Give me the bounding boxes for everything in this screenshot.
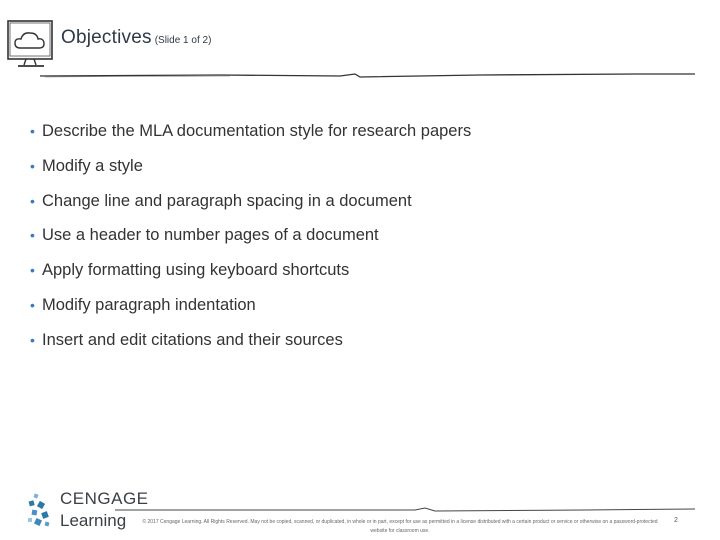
list-item [30,296,471,331]
list-item [30,331,471,366]
bullet-dot-icon: • [30,227,35,244]
logo-wordmark-bottom: Learning [60,511,127,530]
objectives-list [30,122,471,366]
cloud-monitor-icon [6,18,56,70]
list-item-text: Use a header to number pages of a document [42,226,379,245]
bullet-dot-icon: • [30,296,35,313]
bullet-dot-icon: • [30,157,35,174]
title-divider [40,68,695,82]
slide-title: Objectives [61,27,152,48]
slide-subtitle: (Slide 1 of 2) [154,35,212,46]
copyright-notice: © 2017 Cengage Learning. All Rights Reserved. May not be copied, scanned, or duplicated, in whole or in part, except for use as permitted in a license distributed with a certain product or service or otherwise on a password-protected website for classroom use. [142,519,658,534]
list-item-text: Insert and edit citations and their sources [42,330,343,349]
list-item-text: Apply formatting using keyboard shortcuts [42,261,350,280]
list-item-text: Change line and paragraph spacing in a document [42,191,412,210]
bullet-dot-icon: • [30,262,35,279]
list-item-text: Modify paragraph indentation [42,295,256,314]
list-item [30,157,471,192]
list-item-text: Modify a style [42,156,143,175]
list-item [30,192,471,227]
list-item [30,226,471,261]
bullet-dot-icon: • [30,331,35,348]
logo-wordmark-top: CENGAGE [60,489,149,508]
list-item [30,261,471,296]
bullet-dot-icon: • [30,123,35,139]
bullet-dot-icon: • [30,192,35,209]
slide-header [61,27,211,49]
page-number: 2 [674,517,678,524]
list-item [30,122,471,157]
footer-divider [115,506,695,514]
list-item-text: Describe the MLA documentation style for research papers [42,122,472,140]
